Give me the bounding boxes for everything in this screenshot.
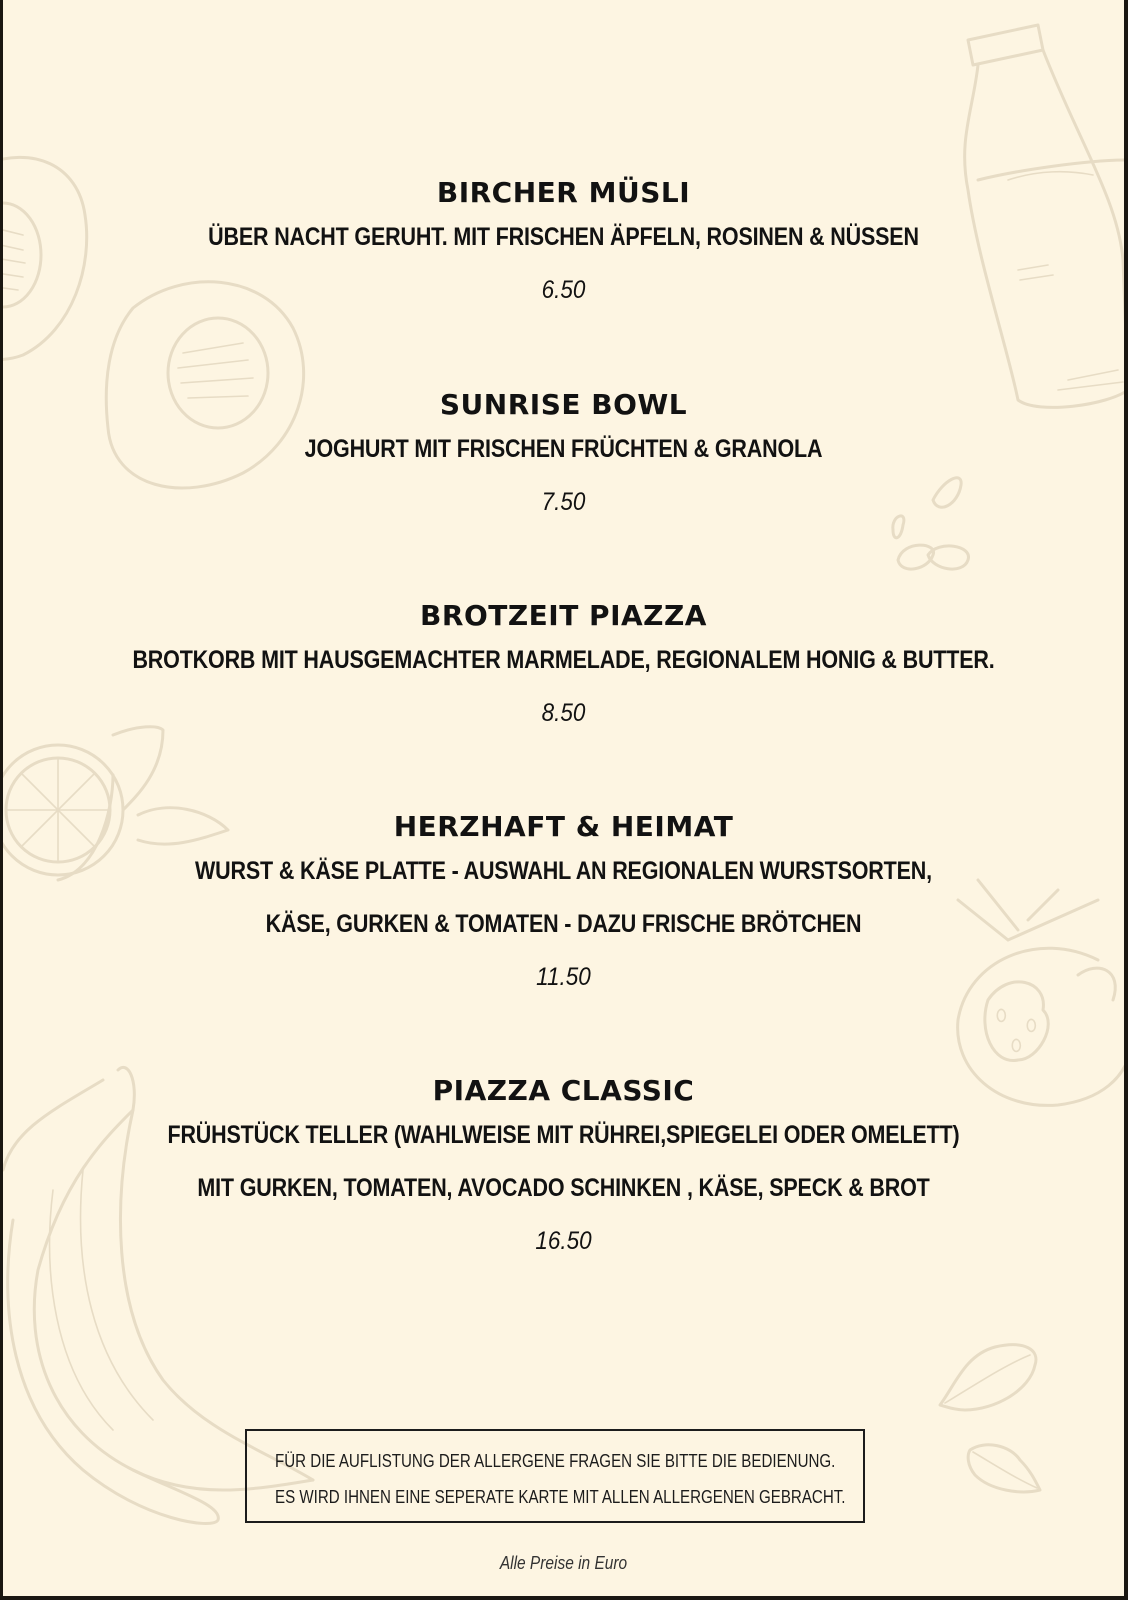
item-price: 8.50 bbox=[541, 699, 586, 727]
item-title: BROTZEIT PIAZZA bbox=[420, 599, 707, 632]
menu-item bbox=[3, 1073, 1124, 1268]
item-price: 7.50 bbox=[541, 488, 586, 516]
item-description: ÜBER NACHT GERUHT. MIT FRISCHEN ÄPFELN, ROSINEN & NÜSSEN bbox=[208, 223, 919, 251]
allergen-line: FÜR DIE AUFLISTUNG DER ALLERGENE FRAGEN SIE BITTE DIE BEDIENUNG. bbox=[275, 1451, 836, 1471]
item-price: 16.50 bbox=[535, 1227, 592, 1255]
menu-content bbox=[3, 0, 1124, 1596]
item-description: MIT GURKEN, TOMATEN, AVOCADO SCHINKEN , KÄSE, SPECK & BROT bbox=[197, 1174, 930, 1202]
menu-item bbox=[3, 598, 1124, 740]
menu-item bbox=[3, 387, 1124, 529]
menu-item bbox=[3, 175, 1124, 317]
item-description: FRÜHSTÜCK TELLER (WAHLWEISE MIT RÜHREI,SPIEGELEI ODER OMELETT) bbox=[167, 1121, 960, 1149]
allergen-line: ES WIRD IHNEN EINE SEPERATE KARTE MIT ALLEN ALLERGENEN GEBRACHT. bbox=[275, 1487, 846, 1507]
item-description: KÄSE, GURKEN & TOMATEN - DAZU FRISCHE BRÖTCHEN bbox=[265, 910, 862, 938]
item-description: WURST & KÄSE PLATTE - AUSWAHL AN REGIONALEN WURSTSORTEN, bbox=[195, 857, 932, 885]
allergen-notice bbox=[245, 1429, 865, 1523]
item-description: JOGHURT MIT FRISCHEN FRÜCHTEN & GRANOLA bbox=[304, 435, 823, 463]
menu-page bbox=[3, 0, 1124, 1596]
currency-note: Alle Preise in Euro bbox=[499, 1553, 628, 1573]
item-title: HERZHAFT & HEIMAT bbox=[393, 810, 734, 843]
item-title: BIRCHER MÜSLI bbox=[436, 176, 691, 209]
item-title: SUNRISE BOWL bbox=[439, 388, 688, 421]
item-description: BROTKORB MIT HAUSGEMACHTER MARMELADE, REGIONALEM HONIG & BUTTER. bbox=[132, 646, 995, 674]
item-price: 6.50 bbox=[541, 276, 586, 304]
item-price: 11.50 bbox=[536, 963, 591, 991]
menu-item bbox=[3, 809, 1124, 1004]
item-title: PIAZZA CLASSIC bbox=[432, 1074, 695, 1107]
